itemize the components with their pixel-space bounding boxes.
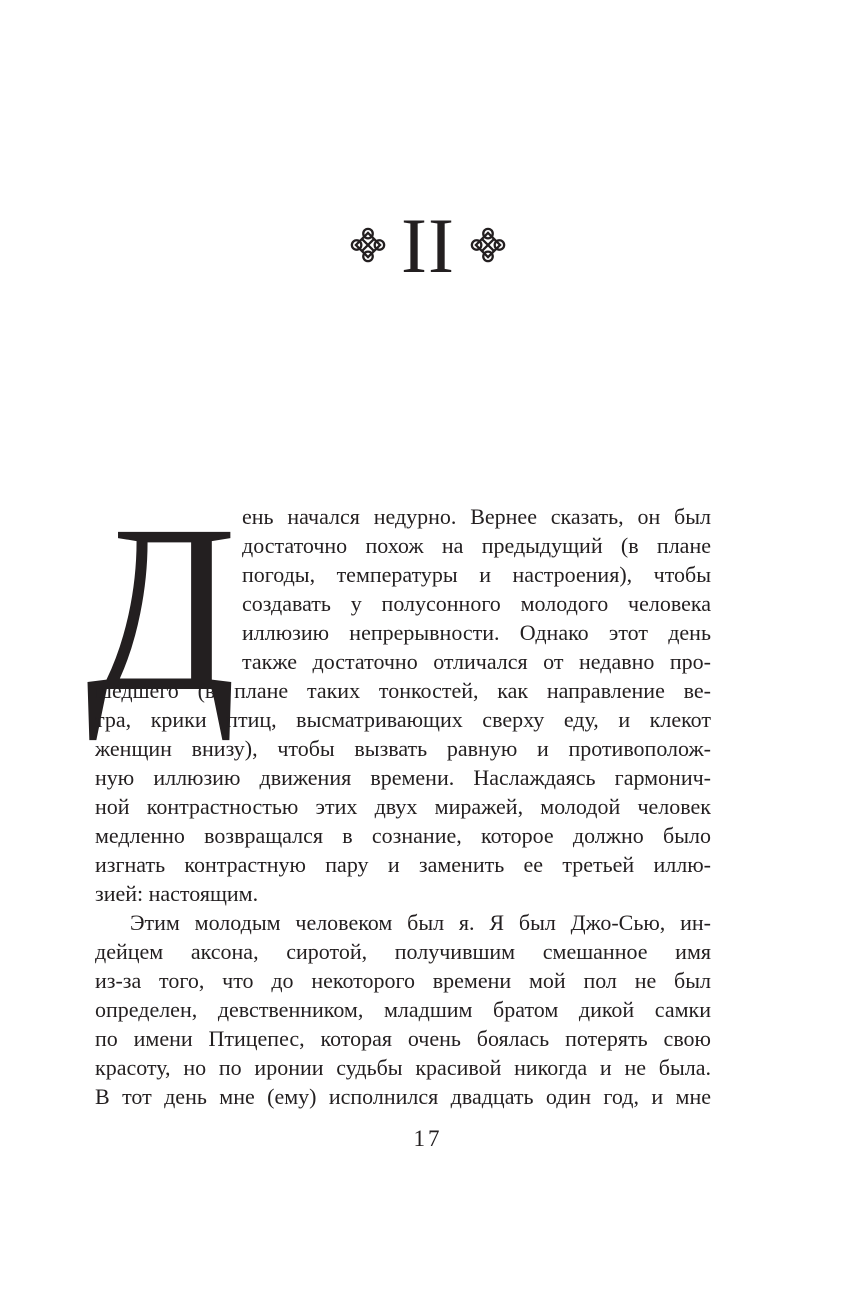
text-line: ень начался недурно. Вернее сказать, он был [242, 504, 711, 529]
drop-cap: Д [86, 475, 237, 741]
text-line: медленно возвращался в сознание, которое должно было [95, 823, 711, 848]
text-line: зией: настоящим. [95, 881, 259, 906]
text-line: изгнать контрастную пару и заменить ее третьей иллю- [95, 852, 711, 877]
celtic-knot-icon [469, 226, 507, 264]
celtic-knot-icon [349, 226, 387, 264]
text-line: дейцем аксона, сиротой, получившим смешанное имя [95, 939, 711, 964]
chapter-number: II [401, 202, 455, 289]
text-line: ной контрастностью этих двух миражей, молодой человек [95, 794, 711, 819]
text-line: достаточно похож на предыдущий (в плане [242, 533, 711, 558]
text-line: определен, девственником, младшим братом дикой самки [95, 997, 711, 1022]
text-line: В тот день мне (ему) исполнился двадцать один год, и мне [95, 1084, 711, 1109]
text-line: также достаточно отличался от недавно про- [242, 649, 711, 674]
text-line: иллюзию непрерывности. Однако этот день [242, 620, 711, 645]
text-line: погоды, температуры и настроения), чтобы [242, 562, 711, 587]
text-line: красоту, но по иронии судьбы красивой никогда и не была. [95, 1055, 711, 1080]
chapter-heading [0, 202, 856, 289]
text-line: из-за того, что до некоторого времени мой пол не был [95, 968, 711, 993]
text-line: по имени Птицепес, которая очень боялась потерять свою [95, 1026, 711, 1051]
text-line: создавать у полусонного молодого человека [242, 591, 711, 616]
text-line: тра, крики птиц, высматривающих сверху еду, и клекот [95, 707, 711, 732]
text-line: женщин внизу), чтобы вызвать равную и противополож- [95, 736, 711, 761]
text-line: Этим молодым человеком был я. Я был Джо-Сью, ин- [130, 910, 711, 935]
page-number: 17 [413, 1126, 443, 1151]
text-line: ную иллюзию движения времени. Наслаждаясь гармонич- [95, 765, 711, 790]
text-line: шедшего (в плане таких тонкостей, как направление ве- [95, 678, 711, 703]
